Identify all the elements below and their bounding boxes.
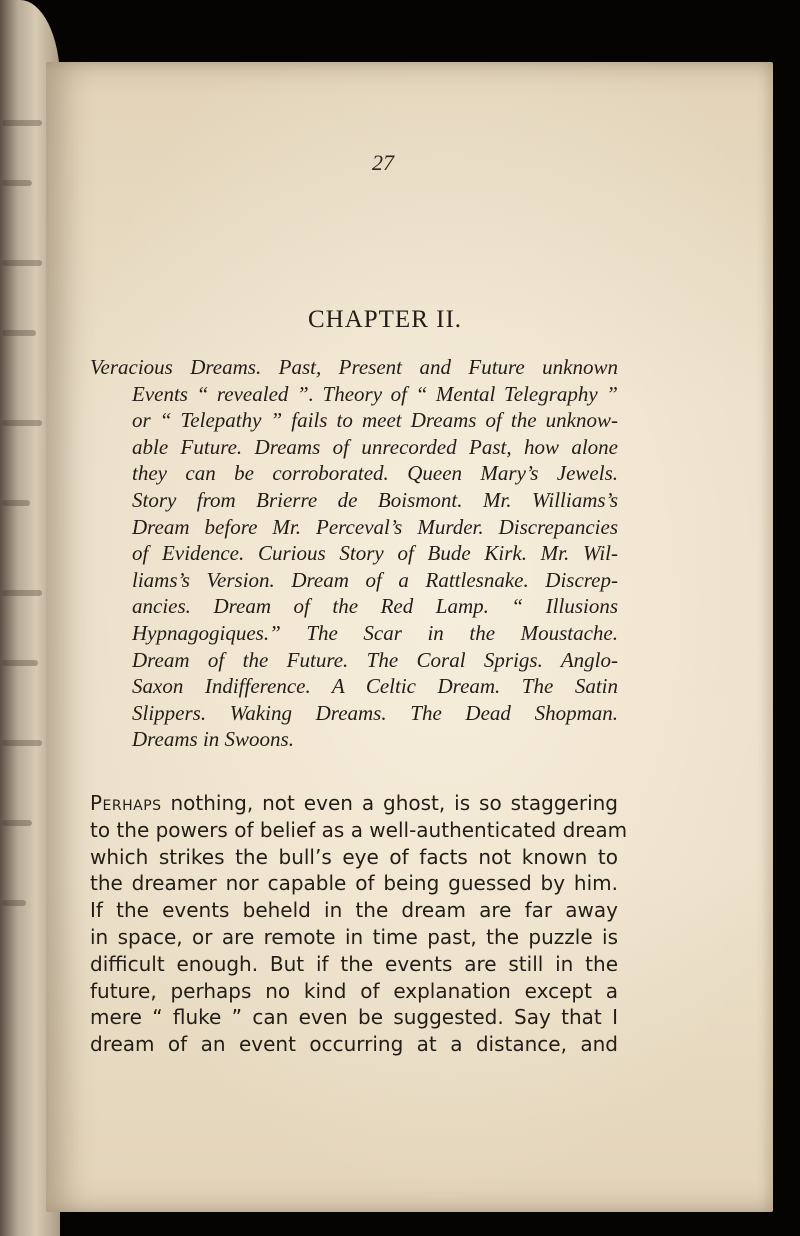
body-line: If the events beheld in the dream are far away [90,898,618,923]
summary-line: Slippers. Waking Dreams. The Dead Shopman. [132,700,618,725]
summary-line: they can be corroborated. Queen Mary’s Jewels. [132,461,618,486]
summary-line: Saxon Indifference. A Celtic Dream. The Satin [132,674,618,699]
body-line-first [90,790,618,817]
body-line: difficult enough. But if the events are still in the [90,951,618,976]
summary-line: Dream before Mr. Perceval’s Murder. Discrepancies [132,514,618,539]
body-line: mere “ fluke ” can even be suggested. Say that I [90,1005,618,1030]
summary-line: Hypnagogiques.” The Scar in the Moustache. [132,620,618,645]
body-line: in space, or are remote in time past, the puzzle is [90,924,618,949]
chapter-title: CHAPTER II. [307,306,463,333]
summary-line: able Future. Dreams of unrecorded Past, how alone [132,434,618,459]
body-line: future, perhaps no kind of explanation except a [90,978,618,1003]
summary-line: liams’s Version. Dream of a Rattlesnake. Discrep- [132,567,618,592]
summary-line: ancies. Dream of the Red Lamp. “ Illusions [132,594,618,619]
body-line-first-rest: nothing, not even a ghost, is so staggering [161,791,618,815]
summary-line: Story from Brierre de Boismont. Mr. Williams’s [132,487,618,512]
summary-line: Dreams in Swoons. [132,727,294,752]
summary-line: Dream of the Future. The Coral Sprigs. Anglo- [132,647,618,672]
body-line: dream of an event occurring at a distance, and [90,1032,618,1057]
summary-line: Events “ revealed ”. Theory of “ Mental Telegraphy ” [132,381,618,406]
drop-word: Perhaps [90,791,162,815]
chapter-summary [90,354,618,753]
summary-line: Veracious Dreams. Past, Present and Future unknown [90,355,618,379]
summary-line: of Evidence. Curious Story of Bude Kirk. Mr. Wil- [132,541,618,566]
page-number: 27 [372,150,394,175]
summary-line: or “ Telepathy ” fails to meet Dreams of the unknow- [132,408,618,433]
body-text [90,790,628,1058]
body-line: to the powers of belief as a well-authenticated dream [90,817,628,842]
body-line: which strikes the bull’s eye of facts not known to [90,844,618,869]
book-page [46,62,773,1212]
body-line: the dreamer nor capable of being guessed by him. [90,871,618,896]
